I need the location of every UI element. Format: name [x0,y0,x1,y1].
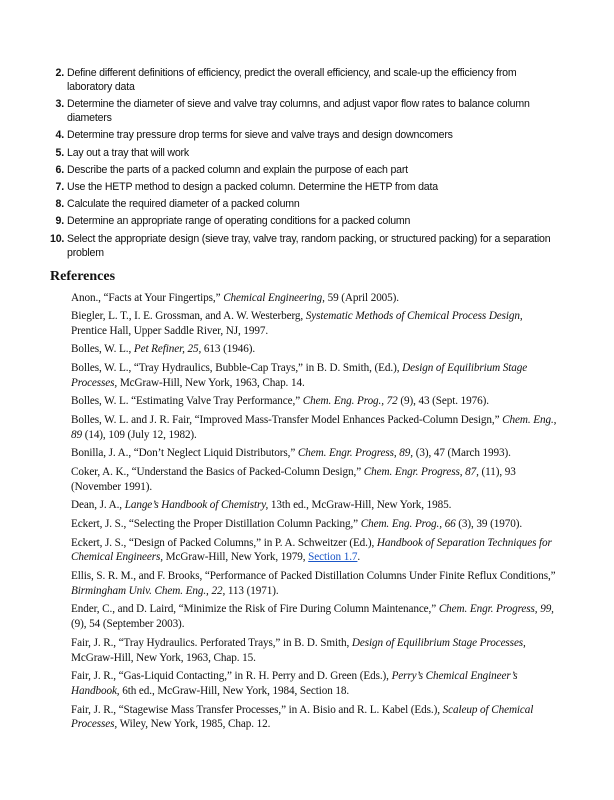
objective-text: Describe the parts of a packed column and explain the purpose of each part [67,163,408,176]
objective-item [50,197,560,211]
reference-text: Coker, A. K., “Understand the Basics of Packed-Column Design,” [71,466,364,479]
objective-item [50,232,560,260]
objective-number: 2 . [50,66,64,80]
reference-item [71,413,560,443]
objective-text: Determine tray pressure drop terms for sieve and valve trays and design downcomers [67,129,453,142]
objective-number: 9 . [50,214,64,228]
objective-item [50,97,560,125]
objective-text: Determine an appropriate range of operating conditions for a packed column [67,215,411,228]
reference-item [71,498,560,513]
reference-item [71,536,560,566]
objective-number: 4 . [50,128,64,142]
reference-text: Anon., “Facts at Your Fingertips,” [71,291,224,304]
reference-text: Fair, J. R., “Stagewise Mass Transfer Processes,” in A. Bisio and R. L. Kabel (Eds.), [71,703,443,716]
reference-source: Systematic Methods of Chemical Process Design, [305,310,523,323]
reference-text: Biegler, L. T., I. E. Grossman, and A. W. Westerberg, [71,310,306,323]
objective-number: 3 . [50,97,64,111]
reference-details: 613 (1946). [201,343,256,356]
reference-details: Wiley, New York, 1985, Chap. 12. [117,718,271,731]
objective-number: 5 . [50,146,64,160]
objective-number: 10 . [50,232,64,246]
objective-number: 7 . [50,180,64,194]
reference-details: (3), 39 (1970). [455,518,523,531]
references-list [50,291,560,733]
reference-item [71,569,560,599]
reference-details: (11), 93 (November 1991). [71,466,516,493]
reference-item [71,517,560,532]
reference-source: Chem. Eng. Prog., 72 [302,395,398,408]
objectives-list [50,66,560,260]
reference-source: Perry’s Chemical Engineer’s Handbook, [71,670,518,697]
reference-details: McGraw-Hill, New York, 1979, [162,551,309,564]
reference-text: Bolles, W. L., “Tray Hydraulics, Bubble-Cap Trays,” in B. D. Smith, (Ed.), [71,362,403,375]
reference-text: Dean, J. A., [71,499,125,512]
reference-text: Fair, J. R., “Tray Hydraulics. Perforated Trays,” in B. D. Smith, [71,636,352,649]
reference-details: 59 (April 2005). [324,291,399,304]
references-heading: References [50,268,116,284]
reference-source: Birmingham Univ. Chem. Eng., 22, [71,584,226,597]
reference-source: Chem. Engr. Progress, 99, [438,603,554,616]
objective-text: Lay out a tray that will work [67,146,189,159]
objective-text: Determine the diameter of sieve and valve tray columns, and adjust vapor flow rates to balance column diameters [67,98,530,125]
reference-text: Eckert, J. S., “Selecting the Proper Distillation Column Packing,” [71,518,361,531]
reference-text: Ender, C., and D. Laird, “Minimize the Risk of Fire During Column Maintenance,” [71,603,439,616]
reference-item [71,465,560,495]
reference-source: Pet Refiner, 25, [133,343,202,356]
reference-details: (3), 47 (March 1993). [413,447,511,460]
reference-item [71,669,560,699]
reference-source: Scaleup of Chemical Processes, [71,703,534,731]
reference-source: Chemical Engineering, [223,291,325,304]
reference-text: Bonilla, J. A., “Don’t Neglect Liquid Distributors,” [71,447,298,460]
section-1-7-link[interactable]: Section 1.7 [308,551,358,564]
reference-text: Bolles, W. L. and J. R. Fair, “Improved Mass-Transfer Model Enhances Packed-Column Design,” [71,414,503,427]
reference-item [71,446,560,461]
reference-item [71,394,560,409]
reference-text: Fair, J. R., “Gas-Liquid Contacting,” in R. H. Perry and D. Green (Eds.), [71,670,392,683]
reference-details: McGraw-Hill, New York, 1963, Chap. 14. [117,376,305,389]
reference-source: Chem. Eng. Prog., 66 [360,518,456,531]
reference-source: Handbook of Separation Techniques for Chemical Engineers, [71,536,552,564]
reference-details: 6th ed., McGraw-Hill, New York, 1984, Section 18. [119,684,350,697]
reference-source: Chem. Engr. Progress, 87, [363,466,479,479]
reference-details: McGraw-Hill, New York, 1963, Chap. 15. [71,651,256,664]
reference-item [71,361,560,391]
objective-item [50,163,560,177]
reference-source: Design of Equilibrium Stage Processes, [351,636,526,649]
objective-item [50,128,560,142]
reference-item [71,703,560,733]
objective-text: Calculate the required diameter of a packed column [67,198,300,211]
reference-details: (14), 109 (July 12, 1982). [82,428,197,441]
reference-text: Ellis, S. R. M., and F. Brooks, “Performance of Packed Distillation Columns Under Finite Reflux Conditions,” [71,570,556,583]
reference-details: 113 (1971). [225,584,279,597]
reference-text: Bolles, W. L., [71,343,134,356]
reference-item [71,309,560,339]
reference-item [71,636,560,666]
objective-text: Select the appropriate design (sieve tray, valve tray, random packing, or structured packing) for a separation problem [67,232,551,259]
objective-item [50,180,560,194]
reference-details: 13th ed., McGraw-Hill, New York, 1985. [268,499,452,512]
objective-item [50,214,560,228]
reference-details: (9), 43 (Sept. 1976). [397,395,489,408]
reference-source: Chem. Engr. Progress, 89, [297,447,413,460]
reference-end: . [357,551,361,564]
reference-source: Lange’s Handbook of Chemistry, [124,499,269,512]
reference-source: Design of Equilibrium Stage Processes, [71,362,528,389]
reference-item [71,602,560,632]
reference-item [71,291,560,306]
reference-text: Bolles, W. L. “Estimating Valve Tray Performance,” [71,395,303,408]
objective-text: Define different definitions of efficiency, predict the overall efficiency, and scale-up the efficiency from laboratory data [67,67,517,93]
objective-item [50,66,560,94]
reference-text: Eckert, J. S., “Design of Packed Columns,” in P. A. Schweitzer (Ed.), [71,536,377,549]
reference-details: (9), 54 (September 2003). [71,618,185,631]
objective-item [50,146,560,160]
objective-number: 8 . [50,197,64,211]
reference-details: Prentice Hall, Upper Saddle River, NJ, 1997. [71,324,269,337]
objective-number: 6 . [50,163,64,177]
reference-item [71,342,560,357]
reference-source: Chem. Eng., 89 [71,414,557,441]
objective-text: Use the HETP method to design a packed column. Determine the HETP from data [67,180,438,193]
